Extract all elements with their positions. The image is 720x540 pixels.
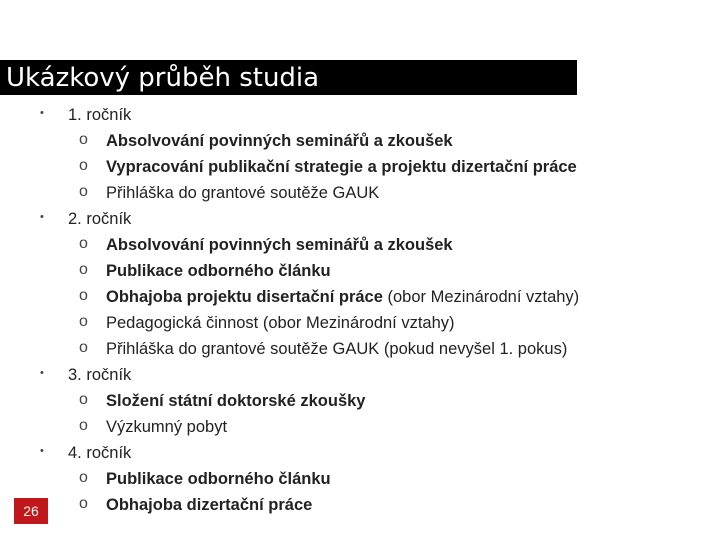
milestone-item: [106, 339, 567, 359]
year-heading: 4. ročník: [68, 444, 132, 462]
milestone-item: [106, 131, 453, 151]
milestone-bold-text: Obhajoba projektu disertační práce: [106, 288, 383, 306]
sub-bullet-icon: o: [79, 339, 88, 356]
milestone-bold-text: Obhajoba dizertační práce: [106, 496, 313, 514]
milestone-bold-text: Vypracování publikační strategie a projektu dizertační práce: [106, 158, 577, 176]
sub-bullet-icon: o: [79, 287, 88, 304]
slide-number: 26: [14, 498, 48, 524]
sub-bullet-icon: o: [79, 235, 88, 252]
sub-bullet-icon: o: [79, 313, 88, 330]
milestone-normal-text: Výzkumný pobyt: [106, 418, 228, 436]
sub-bullet-icon: o: [79, 417, 88, 434]
year-heading: 2. ročník: [68, 210, 132, 228]
bullet-icon: •: [40, 445, 44, 457]
bullet-icon: •: [40, 107, 44, 119]
milestone-normal-text: Přihláška do grantové soutěže GAUK (pokud nevyšel 1. pokus): [106, 340, 568, 358]
milestone-normal-text: Přihláška do grantové soutěže GAUK: [106, 184, 380, 202]
milestone-item: [106, 313, 455, 333]
sub-bullet-icon: o: [79, 131, 88, 148]
milestone-item: [106, 391, 366, 411]
slide-title: Ukázkový průběh studia: [6, 63, 320, 93]
year-heading: 1. ročník: [68, 106, 132, 124]
milestone-bold-text: Publikace odborného článku: [106, 470, 331, 488]
sub-bullet-icon: o: [79, 157, 88, 174]
milestone-item: [106, 261, 331, 281]
milestone-bold-text: Publikace odborného článku: [106, 262, 331, 280]
milestone-bold-text: Absolvování povinných seminářů a zkoušek: [106, 236, 453, 254]
milestone-item: [106, 157, 577, 177]
milestone-item: [106, 235, 453, 255]
sub-bullet-icon: o: [79, 261, 88, 278]
sub-bullet-icon: o: [79, 469, 88, 486]
milestone-normal-text: Pedagogická činnost (obor Mezinárodní vztahy): [106, 314, 455, 332]
year-heading: 3. ročník: [68, 366, 132, 384]
milestone-item: [106, 287, 579, 307]
milestone-item: [106, 495, 312, 515]
bullet-icon: •: [40, 367, 44, 379]
milestone-normal-text: (obor Mezinárodní vztahy): [382, 288, 580, 306]
sub-bullet-icon: o: [79, 183, 88, 200]
milestone-item: [106, 417, 227, 437]
milestone-bold-text: Složení státní doktorské zkoušky: [106, 392, 366, 410]
milestone-item: [106, 469, 331, 489]
sub-bullet-icon: o: [79, 391, 88, 408]
sub-bullet-icon: o: [79, 495, 88, 512]
milestone-item: [106, 183, 379, 203]
bullet-icon: •: [40, 211, 44, 223]
milestone-bold-text: Absolvování povinných seminářů a zkoušek: [106, 132, 453, 150]
